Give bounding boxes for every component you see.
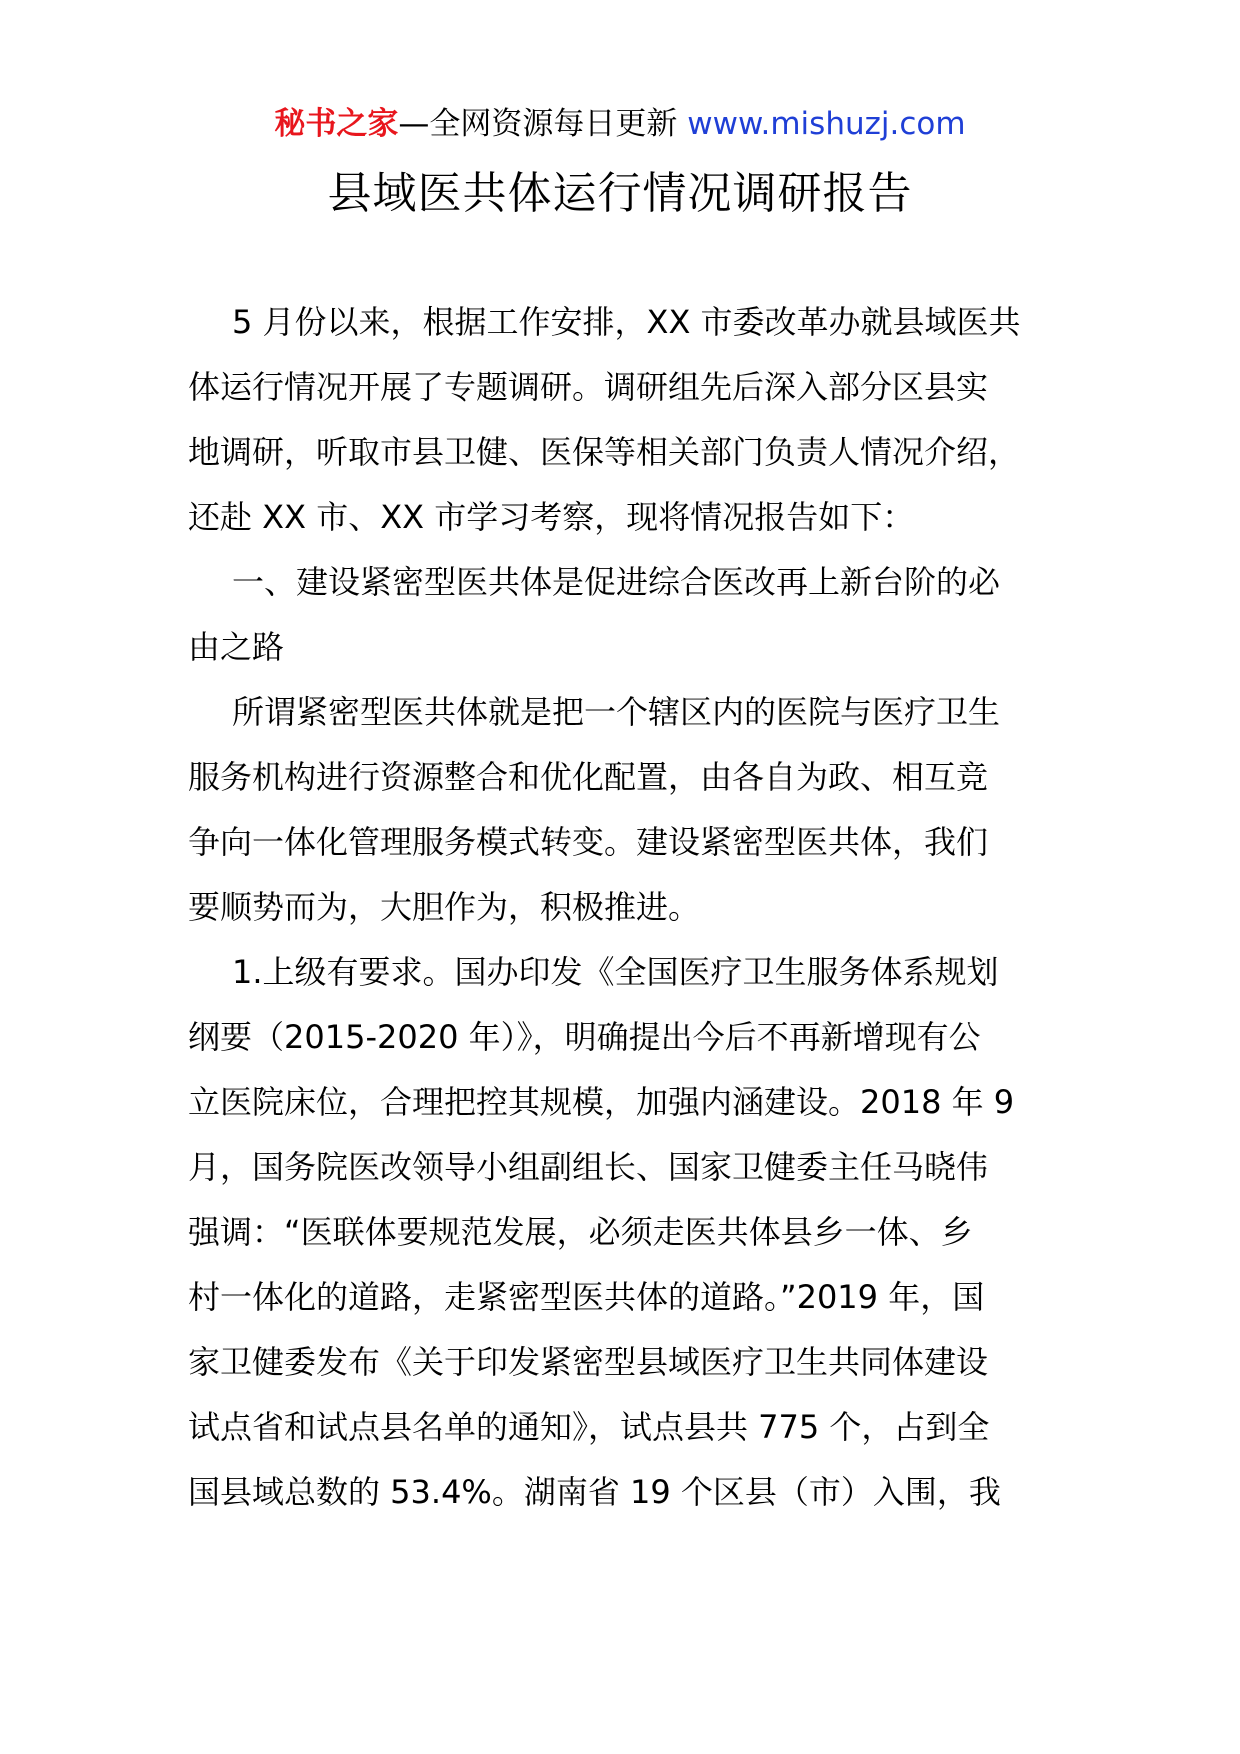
paragraph-line: 还赴 XX 市、XX 市学习考察，现将情况报告如下： [188, 498, 915, 536]
paragraph-line: 体运行情况开展了专题调研。调研组先后深入部分区县实 [188, 368, 989, 406]
paragraph-line: 所谓紧密型医共体就是把一个辖区内的医院与医疗卫生 [232, 693, 1001, 731]
document-title: 县域医共体运行情况调研报告 [327, 168, 913, 219]
paragraph-line: 纲要（2015-2020 年）》，明确提出今后不再新增现有公 [188, 1018, 981, 1056]
paragraph-line: 月，国务院医改领导小组副组长、国家卫健委主任马晓伟 [188, 1148, 989, 1186]
paragraph-line: 服务机构进行资源整合和优化配置，由各自为政、相互竞 [188, 758, 989, 796]
header-slogan: —全网资源每日更新 [398, 106, 678, 142]
section-heading-line: 一、建设紧密型医共体是促进综合医改再上新台阶的必 [232, 563, 1001, 601]
paragraph-line: 家卫健委发布《关于印发紧密型县域医疗卫生共同体建设 [188, 1343, 989, 1381]
watermark-header [0, 102, 1240, 146]
section-heading-line: 由之路 [188, 628, 285, 666]
paragraph-line: 争向一体化管理服务模式转变。建设紧密型医共体，我们 [188, 823, 989, 861]
document-body [188, 290, 1050, 1525]
paragraph-line: 1.上级有要求。国办印发《全国医疗卫生服务体系规划 [232, 953, 999, 991]
paragraph-line: 要顺势而为，大胆作为，积极推进。 [188, 888, 701, 926]
paragraph-line: 强调：“医联体要规范发展，必须走医共体县乡一体、乡 [188, 1213, 973, 1251]
paragraph-line: 国县域总数的 53.4%。湖南省 19 个区县（市）入围，我 [188, 1473, 1001, 1511]
paragraph-line: 立医院床位，合理把控其规模，加强内涵建设。2018 年 9 [188, 1083, 1015, 1121]
paragraph-line: 地调研，听取市县卫健、医保等相关部门负责人情况介绍， [188, 433, 1021, 471]
paragraph-line: 5 月份以来，根据工作安排，XX 市委改革办就县域医共 [232, 303, 1021, 341]
paragraph-line: 村一体化的道路，走紧密型医共体的道路。”2019 年，国 [188, 1278, 985, 1316]
paragraph-line: 试点省和试点县名单的通知》，试点县共 775 个，占到全 [188, 1408, 990, 1446]
site-url-link[interactable]: www.mishuzj.com [687, 106, 966, 142]
brand-name: 秘书之家 [274, 106, 399, 142]
